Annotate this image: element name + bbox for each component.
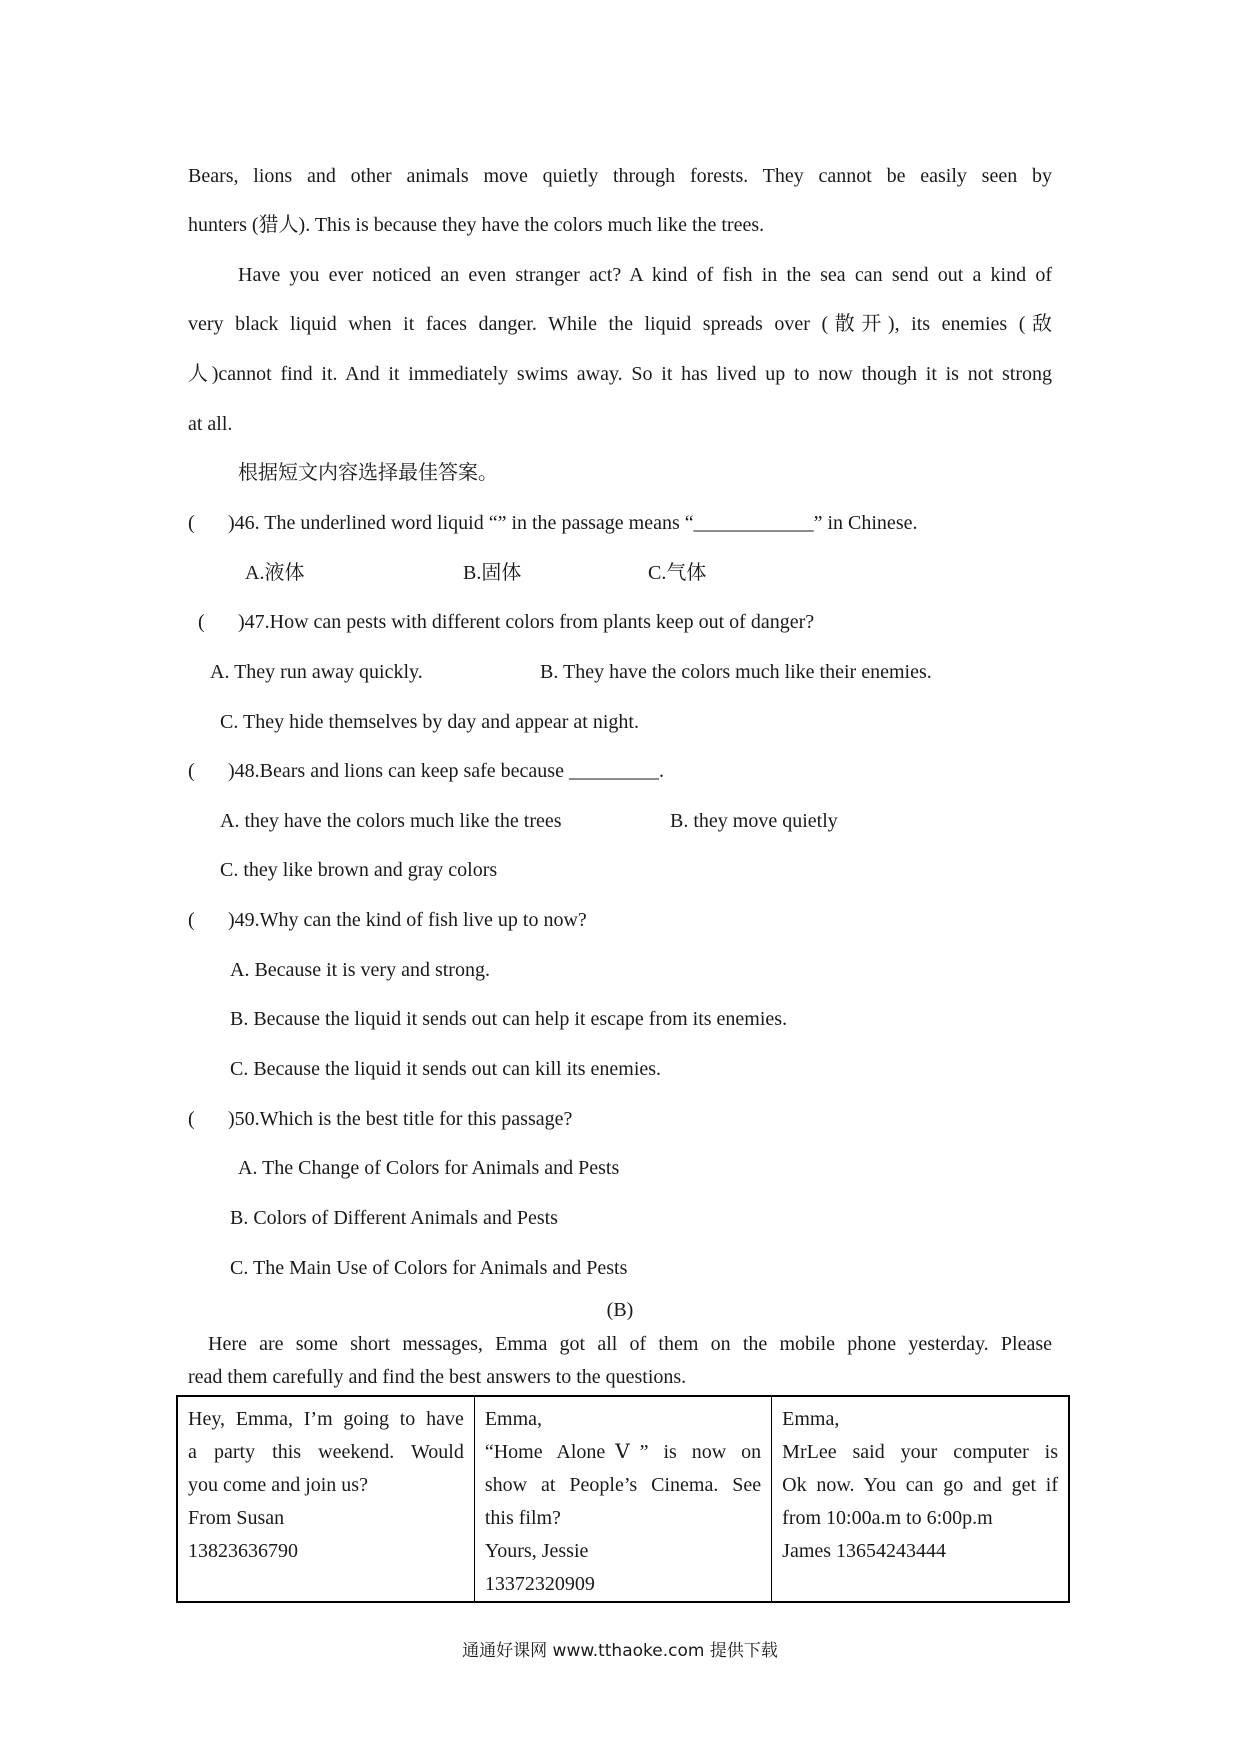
question-48-stem: )48.Bears and lions can keep safe because _________.	[228, 760, 664, 782]
option-46-b: B.固体	[463, 562, 522, 584]
section-b-intro: read them carefully and find the best answers to the questions.	[188, 1366, 687, 1388]
message-line: 13823636790	[188, 1540, 298, 1562]
option-50-c: C. The Main Use of Colors for Animals and Pests	[230, 1257, 628, 1279]
question-50-stem: )50.Which is the best title for this passage?	[228, 1108, 573, 1130]
passage-line: hunters (猎人). This is because they have the colors much like the trees.	[188, 214, 765, 236]
option-46-a: A.液体	[245, 562, 305, 584]
passage-line: 人)cannot find it. And it immediately swims away. So it has lived up to now though it is not strong	[188, 363, 1052, 385]
message-line: Ok now. You can go and get if	[782, 1474, 1058, 1496]
option-49-a: A. Because it is very and strong.	[230, 959, 490, 981]
option-49-b: B. Because the liquid it sends out can help it escape from its enemies.	[230, 1008, 788, 1030]
option-48-b: B. they move quietly	[670, 810, 838, 832]
passage-line: very black liquid when it faces danger. While the liquid spreads over (散开), its enemies (敌	[188, 313, 1052, 335]
answer-paren: (	[188, 1108, 195, 1130]
message-line: Hey, Emma, I’m going to have	[188, 1408, 464, 1430]
message-james	[772, 1396, 1069, 1602]
section-b-heading: (B)	[606, 1299, 634, 1321]
message-line: Yours, Jessie	[484, 1540, 589, 1562]
option-47-c: C. They hide themselves by day and appear at night.	[220, 711, 639, 733]
message-line: 13372320909	[484, 1573, 595, 1595]
message-jessie	[474, 1396, 771, 1602]
answer-paren: (	[188, 909, 195, 931]
message-line: show at People’s Cinema. See	[484, 1474, 762, 1496]
option-46-c: C.气体	[648, 562, 707, 584]
message-line: a party this weekend. Would	[188, 1441, 464, 1463]
option-48-c: C. they like brown and gray colors	[220, 859, 498, 881]
option-50-a: A. The Change of Colors for Animals and Pests	[238, 1157, 620, 1179]
question-46-stem: )46. The underlined word liquid “” in the passage means “____________” in Chinese.	[228, 512, 918, 534]
option-50-b: B. Colors of Different Animals and Pests	[230, 1207, 558, 1229]
messages-table	[176, 1395, 1070, 1603]
passage-line: Have you ever noticed an even stranger act? A kind of fish in the sea can send out a kind of	[238, 264, 1052, 286]
option-49-c: C. Because the liquid it sends out can kill its enemies.	[230, 1058, 662, 1080]
message-line: Emma,	[484, 1408, 543, 1430]
answer-paren: (	[188, 512, 195, 534]
page-footer: 通通好课网 www.tthaoke.com 提供下载	[462, 1641, 778, 1661]
message-line: Emma,	[782, 1408, 840, 1430]
section-b-intro: Here are some short messages, Emma got all of them on the mobile phone yesterday. Please	[208, 1333, 1052, 1355]
message-line: this film?	[484, 1507, 561, 1529]
option-47-a: A. They run away quickly.	[210, 661, 423, 683]
passage-line: at all.	[188, 413, 233, 435]
message-line: “Home AloneⅤ” is now on	[484, 1441, 762, 1463]
message-line: James 13654243444	[782, 1540, 947, 1562]
passage-line: Bears, lions and other animals move quietly through forests. They cannot be easily seen by	[188, 165, 1052, 187]
option-48-a: A. they have the colors much like the trees	[220, 810, 562, 832]
message-susan	[177, 1396, 474, 1602]
question-47-stem: )47.How can pests with different colors from plants keep out of danger?	[238, 611, 815, 633]
message-line: From Susan	[188, 1507, 285, 1529]
message-line: MrLee said your computer is	[782, 1441, 1058, 1463]
instruction: 根据短文内容选择最佳答案。	[238, 462, 498, 484]
question-49-stem: )49.Why can the kind of fish live up to now?	[228, 909, 587, 931]
answer-paren: (	[198, 611, 205, 633]
answer-paren: (	[188, 760, 195, 782]
message-line: you come and join us?	[188, 1474, 368, 1496]
message-line: from 10:00a.m to 6:00p.m	[782, 1507, 993, 1529]
option-47-b: B. They have the colors much like their enemies.	[540, 661, 932, 683]
